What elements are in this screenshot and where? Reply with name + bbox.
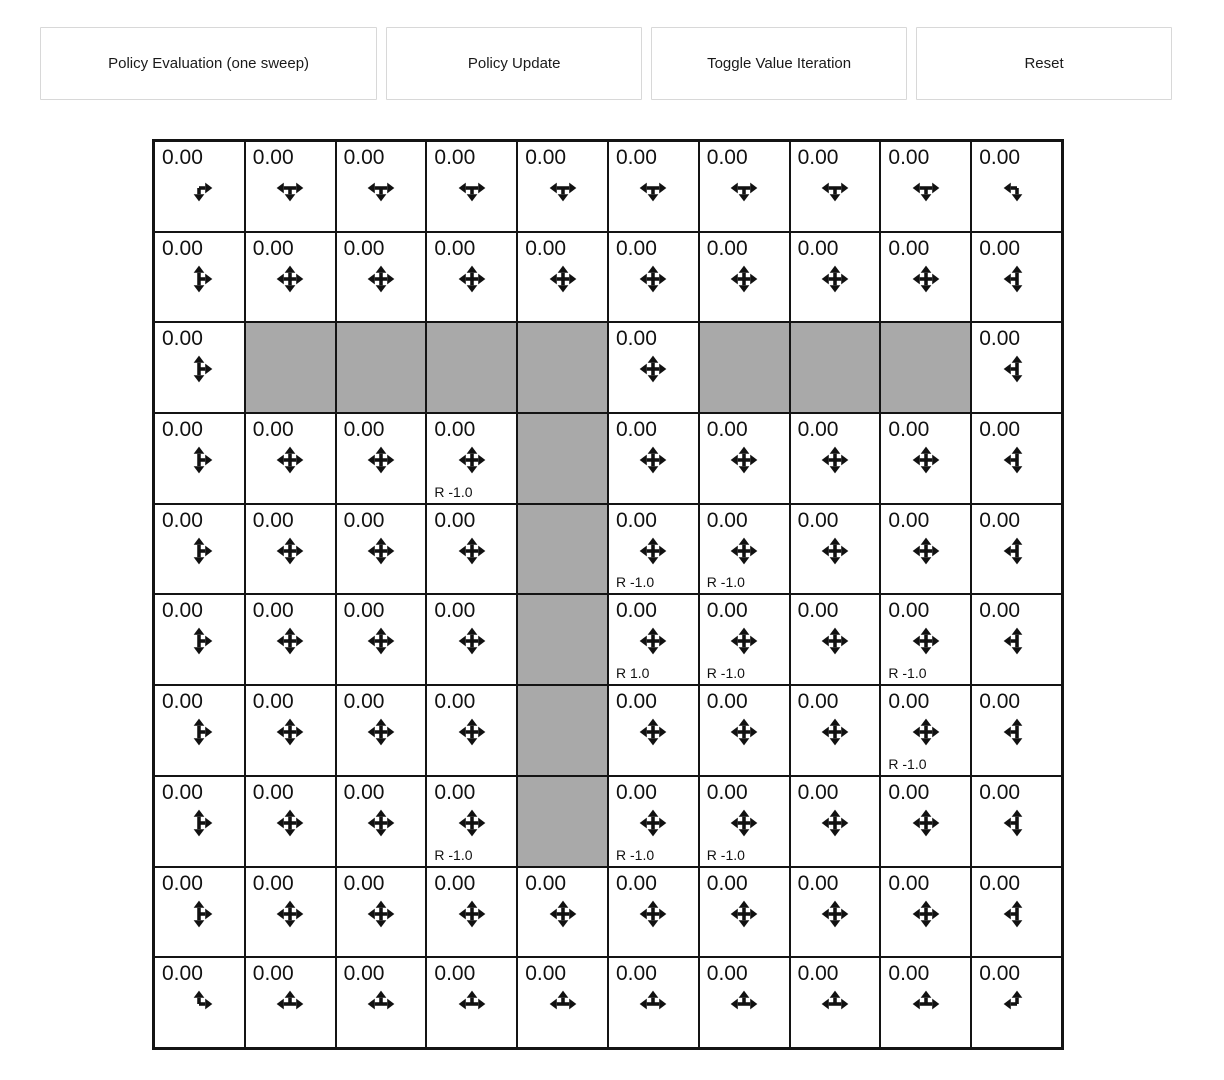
policy-arrows-icon-urdl xyxy=(274,535,306,567)
grid-cell xyxy=(880,504,971,595)
state-value: 0.00 xyxy=(979,962,1021,986)
state-value: 0.00 xyxy=(162,599,203,623)
wall-cell xyxy=(517,776,608,867)
grid-cell xyxy=(790,232,881,323)
policy-arrows-icon-urdl xyxy=(819,444,851,476)
state-value: 0.00 xyxy=(434,508,476,532)
policy-arrows-icon-urdl xyxy=(910,535,942,567)
policy-arrows-icon-lrd xyxy=(637,172,669,204)
policy-arrows-icon-urdl xyxy=(637,444,669,476)
state-value: 0.00 xyxy=(797,871,839,895)
grid-cell xyxy=(154,957,245,1048)
policy-arrows-icon-ulr xyxy=(637,988,669,1020)
state-value: 0.00 xyxy=(252,690,294,714)
grid-cell xyxy=(608,594,699,685)
grid-cell xyxy=(699,504,790,595)
state-value: 0.00 xyxy=(706,418,748,442)
state-value: 0.00 xyxy=(706,871,748,895)
state-value: 0.00 xyxy=(343,690,385,714)
state-value: 0.00 xyxy=(525,236,567,260)
toggle-value-iteration-button[interactable]: Toggle Value Iteration xyxy=(651,27,907,100)
grid-cell xyxy=(971,776,1062,867)
reward-label: R -1.0 xyxy=(706,574,745,591)
policy-arrows-icon-urdl xyxy=(274,444,306,476)
wall-cell xyxy=(790,322,881,413)
grid-cell xyxy=(154,413,245,504)
state-value: 0.00 xyxy=(616,871,657,895)
policy-arrows-icon-lrd xyxy=(910,172,942,204)
policy-arrows-icon-ulr xyxy=(728,988,760,1020)
state-value: 0.00 xyxy=(706,508,748,532)
policy-arrows-icon-lrd xyxy=(728,172,760,204)
grid-cell xyxy=(880,776,971,867)
policy-arrows-icon-urdl xyxy=(547,898,579,930)
state-value: 0.00 xyxy=(888,418,930,442)
grid-cell xyxy=(426,141,517,232)
state-value: 0.00 xyxy=(888,962,930,986)
state-value: 0.00 xyxy=(525,146,567,169)
policy-arrows-icon-urdl xyxy=(274,263,306,295)
grid-cell xyxy=(245,957,336,1048)
policy-arrows-icon-ulr xyxy=(819,988,851,1020)
state-value: 0.00 xyxy=(252,418,294,442)
state-value: 0.00 xyxy=(252,146,294,169)
grid-cell xyxy=(336,957,427,1048)
wall-cell xyxy=(426,322,517,413)
policy-evaluation-button[interactable]: Policy Evaluation (one sweep) xyxy=(40,27,377,100)
state-value: 0.00 xyxy=(616,962,657,986)
grid-cell xyxy=(426,776,517,867)
grid-cell xyxy=(971,322,1062,413)
grid-cell xyxy=(426,685,517,776)
wall-cell xyxy=(880,322,971,413)
state-value: 0.00 xyxy=(979,871,1021,895)
grid-cell xyxy=(971,594,1062,685)
state-value: 0.00 xyxy=(706,146,748,169)
state-value: 0.00 xyxy=(888,508,930,532)
grid-cell xyxy=(517,141,608,232)
grid-cell xyxy=(336,685,427,776)
policy-arrows-icon-urdl xyxy=(274,807,306,839)
grid-cell xyxy=(608,413,699,504)
state-value: 0.00 xyxy=(706,780,748,804)
policy-arrows-icon-urdl xyxy=(728,898,760,930)
grid-cell xyxy=(608,504,699,595)
state-value: 0.00 xyxy=(616,508,657,532)
policy-arrows-icon-urdl xyxy=(819,625,851,657)
reward-label: R -1.0 xyxy=(434,846,473,863)
grid-cell xyxy=(971,957,1062,1048)
policy-arrows-icon-urdl xyxy=(365,807,397,839)
state-value: 0.00 xyxy=(434,962,476,986)
state-value: 0.00 xyxy=(616,599,657,623)
policy-arrows-icon-uld xyxy=(1001,263,1033,295)
policy-arrows-icon-uld xyxy=(1001,716,1033,748)
policy-arrows-icon-urdl xyxy=(728,807,760,839)
state-value: 0.00 xyxy=(979,146,1021,169)
grid-cell xyxy=(245,141,336,232)
policy-arrows-icon-urdl xyxy=(365,444,397,476)
state-value: 0.00 xyxy=(979,508,1021,532)
state-value: 0.00 xyxy=(343,508,385,532)
grid-cell xyxy=(699,776,790,867)
state-value: 0.00 xyxy=(252,236,294,260)
state-value: 0.00 xyxy=(616,690,657,714)
policy-arrows-icon-urdl xyxy=(456,263,488,295)
policy-arrows-icon-urdl xyxy=(365,535,397,567)
state-value: 0.00 xyxy=(525,962,567,986)
policy-arrows-icon-urdl xyxy=(728,716,760,748)
policy-arrows-icon-urdl xyxy=(910,444,942,476)
grid-cell xyxy=(426,232,517,323)
grid-cell xyxy=(245,232,336,323)
grid-cell xyxy=(699,594,790,685)
state-value: 0.00 xyxy=(162,236,203,260)
policy-arrows-icon-ulr xyxy=(274,988,306,1020)
grid-cell xyxy=(971,504,1062,595)
grid-cell xyxy=(426,867,517,958)
state-value: 0.00 xyxy=(252,871,294,895)
state-value: 0.00 xyxy=(434,871,476,895)
policy-arrows-icon-urdl xyxy=(365,898,397,930)
policy-arrows-icon-rd xyxy=(183,172,215,204)
grid-cell xyxy=(154,776,245,867)
state-value: 0.00 xyxy=(343,418,385,442)
policy-arrows-icon-urdl xyxy=(456,807,488,839)
state-value: 0.00 xyxy=(343,962,385,986)
toolbar xyxy=(40,27,1172,100)
gridworld xyxy=(152,139,1064,1050)
state-value: 0.00 xyxy=(888,690,930,714)
policy-arrows-icon-urdl xyxy=(637,625,669,657)
policy-arrows-icon-urdl xyxy=(910,898,942,930)
grid-cell xyxy=(245,867,336,958)
policy-arrows-icon-urdl xyxy=(819,898,851,930)
grid-cell xyxy=(154,594,245,685)
policy-arrows-icon-urdl xyxy=(819,716,851,748)
policy-arrows-icon-urdl xyxy=(819,263,851,295)
policy-arrows-icon-urdl xyxy=(819,535,851,567)
state-value: 0.00 xyxy=(616,780,657,804)
state-value: 0.00 xyxy=(888,871,930,895)
state-value: 0.00 xyxy=(252,508,294,532)
grid-cell xyxy=(426,957,517,1048)
policy-arrows-icon-urd xyxy=(183,535,215,567)
state-value: 0.00 xyxy=(888,236,930,260)
grid-cell xyxy=(154,141,245,232)
state-value: 0.00 xyxy=(434,236,476,260)
policy-arrows-icon-urdl xyxy=(456,898,488,930)
grid-cell xyxy=(245,413,336,504)
policy-arrows-icon-urd xyxy=(183,625,215,657)
state-value: 0.00 xyxy=(616,327,657,351)
state-value: 0.00 xyxy=(525,871,567,895)
grid-cell xyxy=(336,594,427,685)
reward-label: R -1.0 xyxy=(616,574,655,591)
policy-arrows-icon-urdl xyxy=(728,625,760,657)
policy-arrows-icon-urdl xyxy=(456,716,488,748)
grid-cell xyxy=(608,232,699,323)
grid-cell xyxy=(608,867,699,958)
grid-cell xyxy=(426,594,517,685)
grid-cell xyxy=(699,232,790,323)
state-value: 0.00 xyxy=(616,418,657,442)
grid-cell xyxy=(517,957,608,1048)
grid-cell xyxy=(699,867,790,958)
grid-cell xyxy=(517,232,608,323)
policy-arrows-icon-urdl xyxy=(637,353,669,385)
wall-cell xyxy=(517,594,608,685)
grid-cell xyxy=(336,141,427,232)
grid-cell xyxy=(426,504,517,595)
grid-cell xyxy=(245,504,336,595)
state-value: 0.00 xyxy=(616,146,657,169)
policy-arrows-icon-urdl xyxy=(365,625,397,657)
grid-cell xyxy=(336,776,427,867)
grid-cell xyxy=(880,413,971,504)
policy-arrows-icon-lrd xyxy=(274,172,306,204)
grid-cell xyxy=(880,141,971,232)
policy-arrows-icon-urdl xyxy=(910,716,942,748)
reward-label: R -1.0 xyxy=(706,846,745,863)
policy-arrows-icon-urdl xyxy=(910,625,942,657)
state-value: 0.00 xyxy=(706,962,748,986)
state-value: 0.00 xyxy=(252,599,294,623)
state-value: 0.00 xyxy=(343,780,385,804)
state-value: 0.00 xyxy=(162,327,203,351)
wall-cell xyxy=(699,322,790,413)
grid-cell xyxy=(880,232,971,323)
policy-arrows-icon-urd xyxy=(183,716,215,748)
state-value: 0.00 xyxy=(797,236,839,260)
grid-cell xyxy=(971,232,1062,323)
grid-cell xyxy=(699,141,790,232)
reward-label: R -1.0 xyxy=(616,846,655,863)
grid-cell xyxy=(608,141,699,232)
state-value: 0.00 xyxy=(434,599,476,623)
grid-cell xyxy=(880,957,971,1048)
state-value: 0.00 xyxy=(162,871,203,895)
policy-arrows-icon-urdl xyxy=(637,807,669,839)
policy-arrows-icon-urd xyxy=(183,444,215,476)
state-value: 0.00 xyxy=(434,418,476,442)
policy-arrows-icon-urdl xyxy=(910,263,942,295)
state-value: 0.00 xyxy=(979,327,1021,351)
policy-arrows-icon-urdl xyxy=(728,263,760,295)
grid-cell xyxy=(517,867,608,958)
grid-cell xyxy=(880,867,971,958)
reward-label: R -1.0 xyxy=(888,665,927,682)
state-value: 0.00 xyxy=(797,599,839,623)
policy-arrows-icon-lrd xyxy=(547,172,579,204)
policy-arrows-icon-urdl xyxy=(819,807,851,839)
policy-arrows-icon-urdl xyxy=(456,625,488,657)
policy-arrows-icon-urdl xyxy=(637,535,669,567)
grid-cell xyxy=(790,867,881,958)
state-value: 0.00 xyxy=(797,962,839,986)
state-value: 0.00 xyxy=(888,780,930,804)
policy-arrows-icon-ld xyxy=(1001,172,1033,204)
policy-arrows-icon-uld xyxy=(1001,807,1033,839)
policy-arrows-icon-urdl xyxy=(274,716,306,748)
reward-label: R -1.0 xyxy=(888,755,927,772)
state-value: 0.00 xyxy=(252,780,294,804)
grid-cell xyxy=(790,504,881,595)
policy-arrows-icon-lrd xyxy=(456,172,488,204)
policy-update-button[interactable]: Policy Update xyxy=(386,27,642,100)
reward-label: R -1.0 xyxy=(434,483,473,500)
grid-cell xyxy=(971,413,1062,504)
grid-cell xyxy=(699,957,790,1048)
grid-cell xyxy=(245,685,336,776)
state-value: 0.00 xyxy=(979,236,1021,260)
state-value: 0.00 xyxy=(434,690,476,714)
policy-arrows-icon-urdl xyxy=(456,444,488,476)
state-value: 0.00 xyxy=(162,418,203,442)
wall-cell xyxy=(517,413,608,504)
state-value: 0.00 xyxy=(797,690,839,714)
policy-arrows-icon-urd xyxy=(183,263,215,295)
state-value: 0.00 xyxy=(252,962,294,986)
grid-cell xyxy=(971,685,1062,776)
policy-arrows-icon-urdl xyxy=(547,263,579,295)
state-value: 0.00 xyxy=(434,780,476,804)
policy-arrows-icon-ul xyxy=(1001,988,1033,1020)
policy-arrows-icon-urd xyxy=(183,807,215,839)
policy-arrows-icon-uld xyxy=(1001,353,1033,385)
grid-cell xyxy=(971,141,1062,232)
state-value: 0.00 xyxy=(162,146,203,169)
state-value: 0.00 xyxy=(343,146,385,169)
state-value: 0.00 xyxy=(888,146,930,169)
policy-arrows-icon-urdl xyxy=(365,716,397,748)
grid-cell xyxy=(790,594,881,685)
policy-arrows-icon-ur xyxy=(183,988,215,1020)
policy-arrows-icon-ulr xyxy=(910,988,942,1020)
state-value: 0.00 xyxy=(343,599,385,623)
policy-arrows-icon-urdl xyxy=(910,807,942,839)
policy-arrows-icon-ulr xyxy=(547,988,579,1020)
grid-cell xyxy=(336,232,427,323)
grid-cell xyxy=(790,413,881,504)
state-value: 0.00 xyxy=(162,962,203,986)
state-value: 0.00 xyxy=(979,599,1021,623)
reset-button[interactable]: Reset xyxy=(916,27,1172,100)
grid-cell xyxy=(699,685,790,776)
policy-arrows-icon-uld xyxy=(1001,444,1033,476)
policy-arrows-icon-lrd xyxy=(365,172,397,204)
grid-cell xyxy=(971,867,1062,958)
state-value: 0.00 xyxy=(797,418,839,442)
grid-cell xyxy=(426,413,517,504)
grid-cell xyxy=(336,867,427,958)
policy-arrows-icon-urdl xyxy=(728,444,760,476)
grid-cell xyxy=(608,957,699,1048)
policy-arrows-icon-urd xyxy=(183,353,215,385)
grid-cell xyxy=(880,594,971,685)
grid-cell xyxy=(790,141,881,232)
policy-arrows-icon-urdl xyxy=(637,716,669,748)
grid-cell xyxy=(790,685,881,776)
state-value: 0.00 xyxy=(706,599,748,623)
grid-cell xyxy=(699,413,790,504)
wall-cell xyxy=(517,322,608,413)
state-value: 0.00 xyxy=(616,236,657,260)
grid-cell xyxy=(154,685,245,776)
policy-arrows-icon-urdl xyxy=(637,263,669,295)
state-value: 0.00 xyxy=(797,508,839,532)
grid-cell xyxy=(154,504,245,595)
policy-arrows-icon-lrd xyxy=(819,172,851,204)
reward-label: R 1.0 xyxy=(616,665,650,682)
state-value: 0.00 xyxy=(162,508,203,532)
grid-cell xyxy=(608,776,699,867)
state-value: 0.00 xyxy=(162,690,203,714)
grid-cell xyxy=(790,776,881,867)
state-value: 0.00 xyxy=(706,690,748,714)
grid-cell xyxy=(336,413,427,504)
policy-arrows-icon-urd xyxy=(183,898,215,930)
grid-cell xyxy=(790,957,881,1048)
state-value: 0.00 xyxy=(706,236,748,260)
grid-cell xyxy=(336,504,427,595)
grid-cell xyxy=(880,685,971,776)
state-value: 0.00 xyxy=(979,690,1021,714)
state-value: 0.00 xyxy=(797,146,839,169)
grid-cell xyxy=(154,867,245,958)
wall-cell xyxy=(517,685,608,776)
policy-arrows-icon-uld xyxy=(1001,535,1033,567)
policy-arrows-icon-urdl xyxy=(456,535,488,567)
policy-arrows-icon-urdl xyxy=(728,535,760,567)
policy-arrows-icon-urdl xyxy=(365,263,397,295)
state-value: 0.00 xyxy=(343,871,385,895)
wall-cell xyxy=(245,322,336,413)
state-value: 0.00 xyxy=(979,780,1021,804)
grid-cell xyxy=(245,594,336,685)
wall-cell xyxy=(336,322,427,413)
reward-label: R -1.0 xyxy=(706,665,745,682)
policy-arrows-icon-urdl xyxy=(274,625,306,657)
grid-cell xyxy=(245,776,336,867)
state-value: 0.00 xyxy=(162,780,203,804)
grid-cell xyxy=(154,232,245,323)
state-value: 0.00 xyxy=(797,780,839,804)
state-value: 0.00 xyxy=(979,418,1021,442)
grid-cell xyxy=(608,322,699,413)
grid-cell xyxy=(608,685,699,776)
policy-arrows-icon-urdl xyxy=(637,898,669,930)
wall-cell xyxy=(517,504,608,595)
grid-cell xyxy=(154,322,245,413)
policy-arrows-icon-uld xyxy=(1001,625,1033,657)
policy-arrows-icon-ulr xyxy=(365,988,397,1020)
state-value: 0.00 xyxy=(343,236,385,260)
policy-arrows-icon-ulr xyxy=(456,988,488,1020)
policy-arrows-icon-uld xyxy=(1001,898,1033,930)
state-value: 0.00 xyxy=(888,599,930,623)
policy-arrows-icon-urdl xyxy=(274,898,306,930)
state-value: 0.00 xyxy=(434,146,476,169)
